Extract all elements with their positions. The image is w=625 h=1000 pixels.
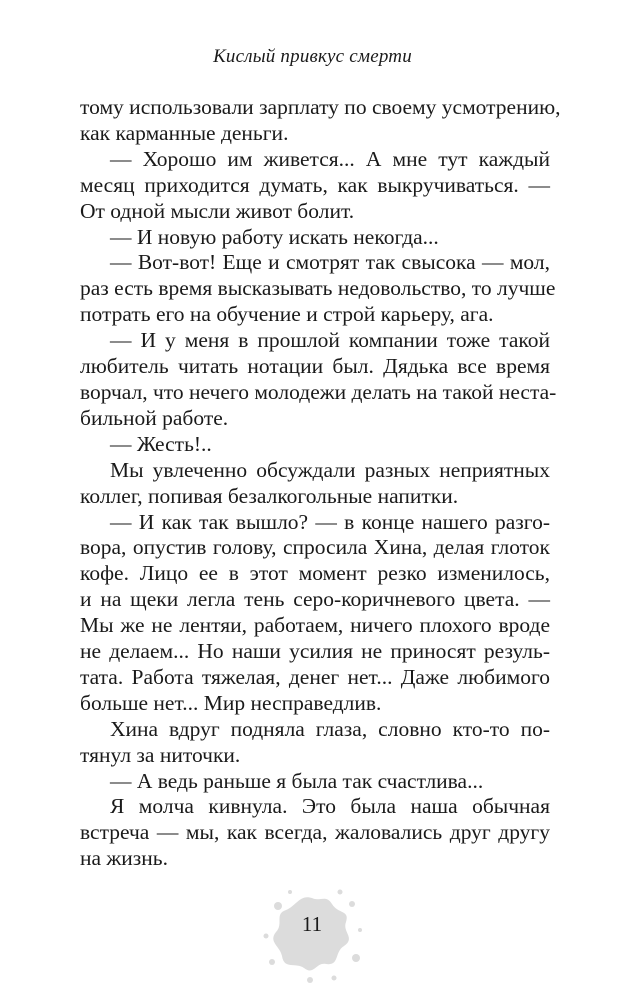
text-line: как карманные деньги. bbox=[80, 120, 289, 145]
text-line: Мы же не лентяи, работаем, ничего плохого вроде bbox=[80, 613, 550, 638]
text-line: любитель читать нотации был. Дядька все время bbox=[80, 354, 550, 379]
paragraph bbox=[80, 717, 550, 769]
body-text bbox=[80, 95, 561, 872]
text-line: — И у меня в прошлой компании тоже такой bbox=[110, 328, 550, 353]
paragraph bbox=[80, 458, 550, 510]
text-line: раз есть время высказывать недовольство, то лучше bbox=[80, 276, 556, 301]
text-line: Хина вдруг подняла глаза, словно кто-то по- bbox=[110, 716, 550, 741]
text-line: и на щеки легла тень серо-коричневого цвета. — bbox=[80, 587, 550, 612]
text-line: тянул за ниточки. bbox=[80, 742, 241, 767]
paragraph bbox=[80, 510, 550, 717]
page-number: 11 bbox=[301, 912, 323, 936]
text-line: — И как так вышло? — в конце нашего разго- bbox=[110, 509, 550, 534]
paragraph bbox=[80, 769, 550, 795]
text-line: — Вот-вот! Еще и смотрят так свысока — мол, bbox=[110, 250, 550, 275]
text-line: кофе. Лицо ее в этот момент резко изменилось, bbox=[80, 561, 550, 586]
text-line: коллег, попивая безалкогольные напитки. bbox=[80, 483, 459, 508]
paragraph bbox=[80, 250, 556, 328]
paragraph bbox=[80, 328, 557, 432]
paragraph bbox=[80, 225, 550, 251]
text-line: тому использовали зарплату по своему усмотрению, bbox=[80, 95, 561, 119]
paragraph bbox=[80, 794, 550, 872]
text-line: От одной мысли живот болит. bbox=[80, 198, 355, 223]
text-line: ворчал, что нечего молодежи делать на такой неста- bbox=[80, 379, 557, 404]
text-line: на жизнь. bbox=[80, 846, 168, 871]
text-line: больше нет... Мир несправедлив. bbox=[80, 690, 382, 715]
paragraph bbox=[80, 95, 561, 147]
text-line: тата. Работа тяжелая, денег нет... Даже любимого bbox=[80, 664, 550, 689]
running-title: Кислый привкус смерти bbox=[213, 46, 412, 67]
paragraph bbox=[80, 147, 550, 225]
text-line: встреча — мы, как всегда, жаловались друг другу bbox=[80, 820, 550, 845]
text-line: месяц приходится думать, как выкручиваться. — bbox=[80, 172, 550, 197]
paragraph bbox=[80, 432, 550, 458]
text-line: Мы увлеченно обсуждали разных неприятных bbox=[110, 457, 550, 482]
text-line: потрать его на обучение и строй карьеру, ага. bbox=[80, 302, 494, 327]
text-line: вора, опустив голову, спросила Хина, делая глоток bbox=[80, 535, 550, 560]
text-line: бильной работе. bbox=[80, 405, 229, 430]
text-line: не делаем... Но наши усилия не приносят резуль- bbox=[80, 639, 550, 664]
text-line: — А ведь раньше я была так счастлива... bbox=[110, 768, 484, 793]
text-line: Я молча кивнула. Это была наша обычная bbox=[110, 794, 550, 819]
text-line: — Хорошо им живется... А мне тут каждый bbox=[110, 146, 550, 171]
text-line: — И новую работу искать некогда... bbox=[110, 224, 439, 249]
page-number-block bbox=[260, 884, 364, 988]
text-line: — Жесть!.. bbox=[110, 431, 212, 456]
